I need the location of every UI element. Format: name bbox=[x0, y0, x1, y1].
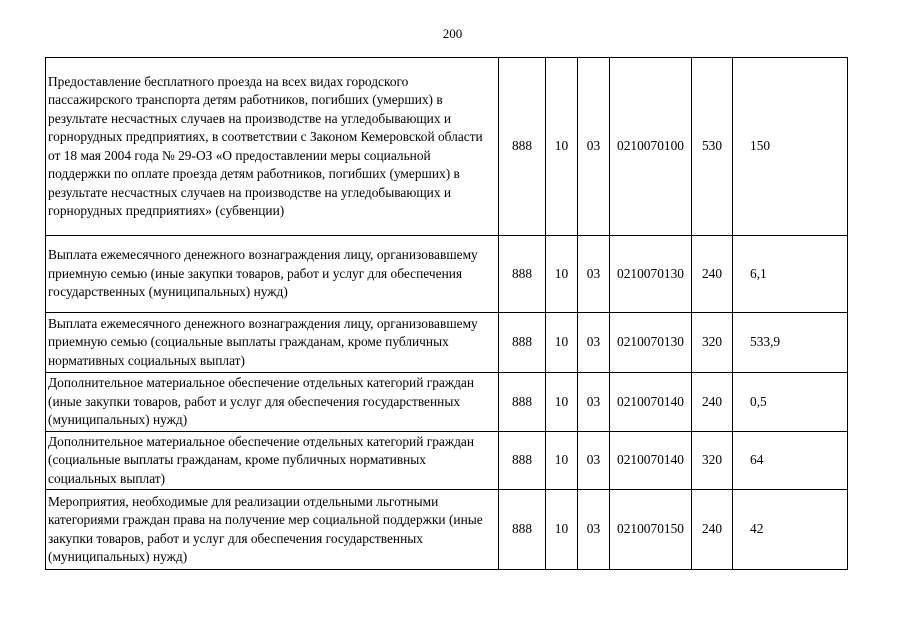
row-description: Дополнительное материальное обеспечение отдельных категорий граждан (иные закупки товаров, работ и услуг для обеспечения государственных (муниципальных) нужд) bbox=[46, 373, 499, 432]
page-number: 200 bbox=[442, 26, 463, 41]
row-description: Мероприятия, необходимые для реализации отдельными льготными категориями граждан права на получение мер социальной поддержки (иные закупки товаров, работ и услуг для обеспечения государственных (муниципальных) нужд) bbox=[46, 490, 499, 570]
amount: 42 bbox=[733, 490, 848, 570]
section-code: 10 bbox=[546, 490, 578, 570]
amount: 150 bbox=[733, 58, 848, 236]
ministry-code: 888 bbox=[499, 236, 546, 313]
subsection-code: 03 bbox=[578, 236, 610, 313]
amount: 6,1 bbox=[733, 236, 848, 313]
ministry-code: 888 bbox=[499, 373, 546, 432]
expense-type-code: 240 bbox=[692, 373, 733, 432]
target-article-code: 0210070140 bbox=[610, 431, 692, 490]
target-article-code: 0210070130 bbox=[610, 236, 692, 313]
table-row bbox=[46, 313, 848, 373]
table-row bbox=[46, 58, 848, 236]
subsection-code: 03 bbox=[578, 490, 610, 570]
target-article-code: 0210070150 bbox=[610, 490, 692, 570]
ministry-code: 888 bbox=[499, 490, 546, 570]
ministry-code: 888 bbox=[499, 58, 546, 236]
amount: 533,9 bbox=[733, 313, 848, 373]
target-article-code: 0210070140 bbox=[610, 373, 692, 432]
table-row bbox=[46, 236, 848, 313]
target-article-code: 0210070100 bbox=[610, 58, 692, 236]
row-description: Дополнительное материальное обеспечение отдельных категорий граждан (социальные выплаты гражданам, кроме публичных нормативных социальных выплат) bbox=[46, 431, 499, 490]
section-code: 10 bbox=[546, 236, 578, 313]
expense-type-code: 240 bbox=[692, 490, 733, 570]
row-description: Выплата ежемесячного денежного вознаграждения лицу, организовавшему приемную семью (иные закупки товаров, работ и услуг для обеспечения государственных (муниципальных) нужд) bbox=[46, 236, 499, 313]
section-code: 10 bbox=[546, 313, 578, 373]
ministry-code: 888 bbox=[499, 431, 546, 490]
subsection-code: 03 bbox=[578, 431, 610, 490]
row-description: Предоставление бесплатного проезда на всех видах городского пассажирского транспорта детям работников, погибших (умерших) в результате несчастных случаев на производстве на угледобывающих и горнорудных предприятиях, в соответствии с Законом Кемеровской области от 18 мая 2004 года № 29-ОЗ «О предоставлении меры социальной поддержки по оплате проезда детям работников, погибших (умерших) в результате несчастных случаев на производстве на угледобывающих и горнорудных предприятиях» (субвенции) bbox=[46, 58, 499, 236]
amount: 64 bbox=[733, 431, 848, 490]
subsection-code: 03 bbox=[578, 373, 610, 432]
table-row bbox=[46, 373, 848, 432]
table-row bbox=[46, 431, 848, 490]
budget-table bbox=[45, 57, 848, 570]
section-code: 10 bbox=[546, 373, 578, 432]
amount: 0,5 bbox=[733, 373, 848, 432]
table-row bbox=[46, 490, 848, 570]
section-code: 10 bbox=[546, 58, 578, 236]
expense-type-code: 320 bbox=[692, 431, 733, 490]
row-description: Выплата ежемесячного денежного вознаграждения лицу, организовавшему приемную семью (социальные выплаты гражданам, кроме публичных нормативных социальных выплат) bbox=[46, 313, 499, 373]
section-code: 10 bbox=[546, 431, 578, 490]
expense-type-code: 320 bbox=[692, 313, 733, 373]
expense-type-code: 240 bbox=[692, 236, 733, 313]
expense-type-code: 530 bbox=[692, 58, 733, 236]
subsection-code: 03 bbox=[578, 58, 610, 236]
target-article-code: 0210070130 bbox=[610, 313, 692, 373]
ministry-code: 888 bbox=[499, 313, 546, 373]
subsection-code: 03 bbox=[578, 313, 610, 373]
